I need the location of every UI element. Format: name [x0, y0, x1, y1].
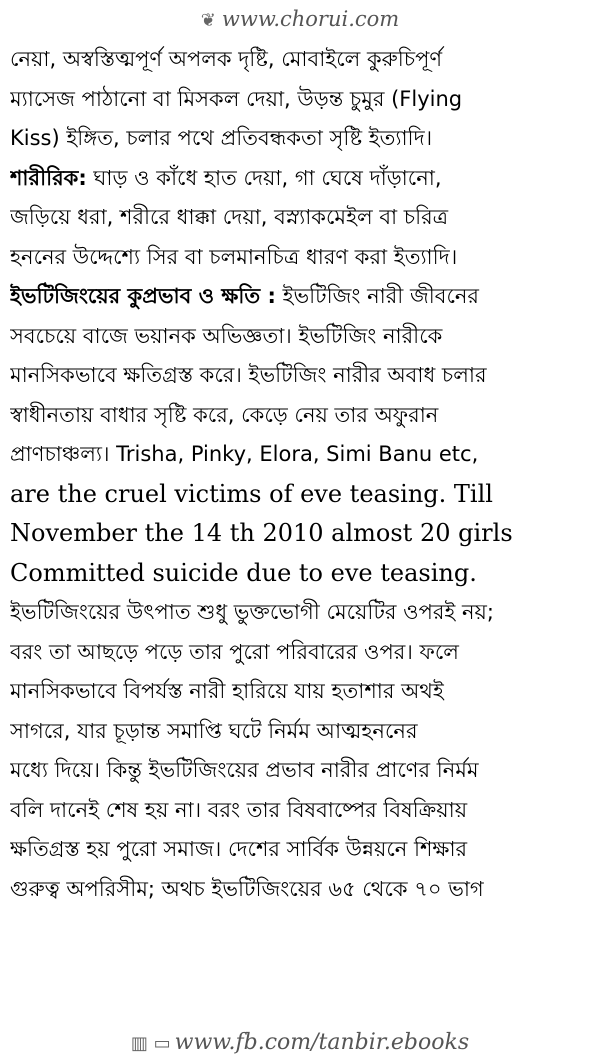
text-line-10: স্বাধীনতায় বাধার সৃষ্টি করে, কেড়ে নেয় তার অফুরান	[10, 402, 439, 427]
text-line-21: ক্ষতিগ্রস্ত হয় পুরো সমাজ। দেশের সার্বিক উন্নয়নে শিক্ষার	[10, 837, 468, 861]
books-icon: ▥ ▭	[130, 1033, 171, 1054]
text-line-13: November the 14 th 2010 almost 20 girls	[10, 519, 513, 547]
text-line-5: জড়িয়ে ধরা, শরীরে ধাক্কা দেয়া, বস্ন্যাকমেইল বা চরিত্র	[10, 205, 449, 229]
text-line-17: মানসিকভাবে বিপর্যস্ত নারী হারিয়ে যায় হতাশার অথই	[10, 679, 444, 703]
flower-icon: ❦	[200, 10, 216, 31]
text-line-18: সাগরে, যার চূড়ান্ত সমাপ্তি ঘটে নির্মম আত্মহননের	[10, 718, 418, 743]
text-line-6: হননের উদ্দেশ্যে সির বা চলমানচিত্র ধারণ করা ইত্যাদি।	[10, 244, 458, 269]
text-line-11: প্রাণচাঞ্চল্য। Trisha, Pinky, Elora, Simi Banu etc,	[10, 442, 479, 466]
text-line-1: নেয়া, অস্বস্তিত্মপূর্ণ অপলক দৃষ্টি, মোবাইলে কুরুচিপূর্ণ	[10, 47, 443, 71]
section-heading-effects: ইভটিজিংয়ের কুপ্রভাব ও ক্ষতি :	[10, 284, 276, 308]
text-line-19: মধ্যে দিয়ে। কিন্তু ইভটিজিংয়ের প্রভাব নারীর প্রাণের নির্মম	[10, 758, 479, 782]
text-line-2: ম্যাসেজ পাঠানো বা মিসকল দেয়া, উড়ন্ত চুমুর (Flying	[10, 86, 463, 111]
text-line-20: বলি দানেই শেষ হয় না। বরং তার বিষবাষ্পের বিষক্রিয়ায়	[10, 797, 468, 822]
page-header	[0, 4, 600, 34]
text-line-12: are the cruel victims of eve teasing. Till	[10, 479, 493, 508]
text-line-4: শারীরিক: ঘাড় ও কাঁধে হাত দেয়া, গা ঘেষে দাঁড়ানো,	[10, 165, 442, 190]
text-line-14: Committed suicide due to eve teasing.	[10, 558, 477, 587]
text-line-7: ইভটিজিংয়ের কুপ্রভাব ও ক্ষতি : ইভটিজিং নারী জীবনের	[10, 284, 479, 308]
text-line-16: বরং তা আছড়ে পড়ে তার পুরো পরিবারের ওপর। ফলে	[10, 639, 459, 664]
header-url[interactable]: www.chorui.com	[221, 7, 400, 31]
document-body	[10, 40, 595, 909]
text-line-3: Kiss) ইঙ্গিত, চলার পথে প্রতিবন্ধকতা সৃষ্টি ইত্যাদি।	[10, 126, 433, 150]
text-line-15: ইভটিজিংয়ের উৎপাত শুধু ভুক্তভোগী মেয়েটির ওপরই নয়;	[10, 600, 494, 624]
text-line-9: মানসিকভাবে ক্ষতিগ্রস্ত করে। ইভটিজিং নারীর অবাধ চলার	[10, 363, 487, 387]
footer-url[interactable]: www.fb.com/tanbir.ebooks	[174, 1030, 470, 1055]
text-line-22: গুরুত্ব অপরিসীম; অথচ ইভটিজিংয়ের ৬৫ থেকে ৭০ ভাগ	[10, 876, 484, 901]
section-heading-physical: শারীরিক:	[10, 165, 87, 190]
page-footer	[0, 1028, 600, 1058]
text-line-8: সবচেয়ে বাজে ভয়ানক অভিজ্ঞতা। ইভটিজিং নারীকে	[10, 323, 443, 348]
